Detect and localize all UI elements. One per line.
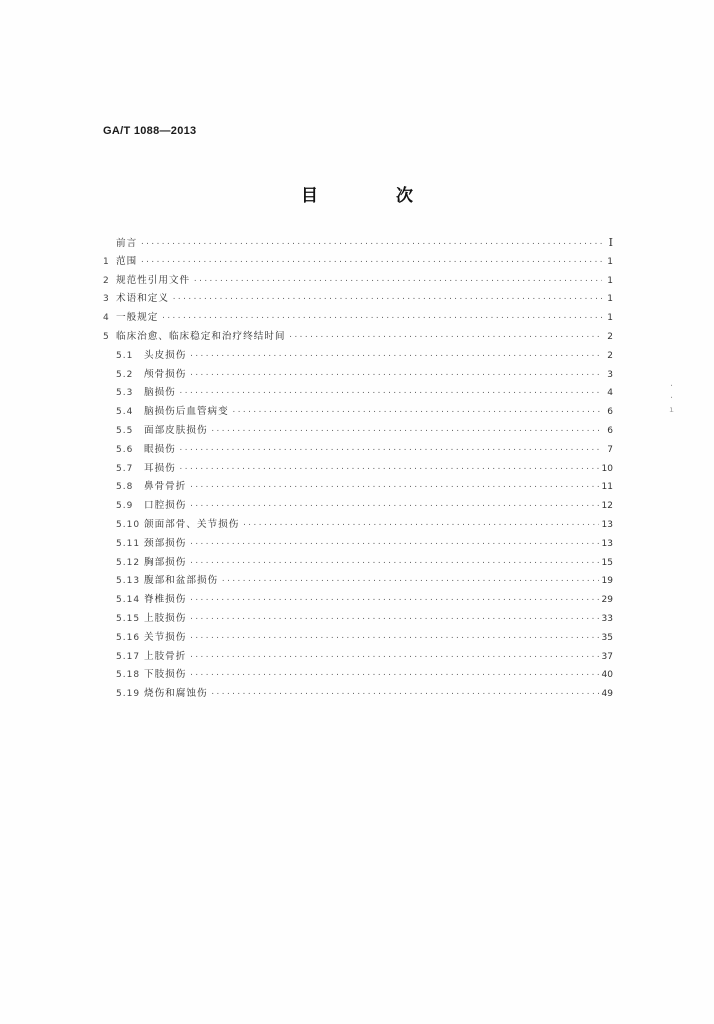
- toc-leader-dots: [189, 554, 598, 573]
- toc-entry[interactable]: [103, 648, 613, 667]
- toc-leader-dots: [140, 235, 602, 254]
- toc-entry[interactable]: [103, 516, 613, 535]
- toc-entry-number: 5.7: [116, 463, 134, 474]
- toc-entry-label: 一般规定: [116, 312, 159, 324]
- toc-entry-number: 5.8: [116, 482, 134, 493]
- toc-entry-number: 5.19: [116, 689, 141, 700]
- toc-entry-page: 1: [607, 275, 613, 286]
- toc-entry-number: 2: [103, 275, 109, 286]
- toc-entry[interactable]: [103, 422, 613, 441]
- toc-entry-page: 19: [601, 576, 613, 587]
- toc-leader-dots: [189, 478, 598, 497]
- toc-leader-dots: [221, 572, 598, 591]
- toc-entry-label: 腹部和盆部损伤: [144, 575, 219, 587]
- toc-entry-page: 6: [607, 407, 613, 418]
- toc-entry-label: 上肢损伤: [144, 612, 187, 624]
- toc-entry[interactable]: [103, 347, 613, 366]
- toc-entry-number: 5.16: [116, 632, 141, 643]
- toc-entry-page: 1: [607, 256, 613, 267]
- toc-entry[interactable]: [103, 384, 613, 403]
- toc-leader-dots: [179, 460, 599, 479]
- toc-leader-dots: [189, 591, 598, 610]
- toc-entry-number: 5.6: [116, 444, 134, 455]
- toc-leader-dots: [179, 384, 602, 403]
- toc-entry-page: 3: [607, 369, 613, 380]
- toc-entry-number: 3: [103, 294, 109, 305]
- toc-entry[interactable]: [103, 253, 613, 272]
- toc-entry-label: 烧伤和腐蚀伤: [144, 688, 208, 700]
- toc-entry-number: 5.5: [116, 425, 134, 436]
- toc-entry-label: 关节损伤: [144, 631, 187, 643]
- toc-leader-dots: [189, 347, 602, 366]
- toc-entry-label: 临床治愈、临床稳定和治疗终结时间: [116, 330, 286, 342]
- toc-entry-page: 2: [607, 350, 613, 361]
- toc-entry-label: 耳损伤: [144, 462, 176, 474]
- toc-entry-page: 7: [607, 444, 613, 455]
- toc-entry-page: 15: [601, 557, 613, 568]
- toc-entry-label: 颌面部骨、关节损伤: [144, 518, 240, 530]
- toc-leader-dots: [189, 666, 598, 685]
- toc-leader-dots: [289, 328, 603, 347]
- toc-entry[interactable]: [103, 328, 613, 347]
- toc-entry-label: 脑损伤后血管病变: [144, 406, 229, 418]
- toc-entry-label: 规范性引用文件: [116, 274, 191, 286]
- toc-entry-number: 5.17: [116, 651, 141, 662]
- page-title: 目 次: [301, 186, 449, 206]
- toc-leader-dots: [189, 366, 602, 385]
- toc-entry-label: 颈部损伤: [144, 537, 187, 549]
- toc-entry-page: 1: [607, 313, 613, 324]
- toc-entry-label: 上肢骨折: [144, 650, 187, 662]
- toc-leader-dots: [140, 253, 602, 272]
- toc-entry[interactable]: [103, 460, 613, 479]
- toc-entry[interactable]: [103, 535, 613, 554]
- toc-entry-label: 眼损伤: [144, 443, 176, 455]
- toc-entry-page: 10: [601, 463, 613, 474]
- toc-entry-number: 5.1: [116, 350, 134, 361]
- toc-leader-dots: [211, 422, 602, 441]
- toc-entry-page: 4: [607, 388, 613, 399]
- toc-leader-dots: [179, 441, 602, 460]
- toc-entry-number: 4: [103, 313, 109, 324]
- toc-entry[interactable]: [103, 478, 613, 497]
- toc-entry-label: 颅骨损伤: [144, 368, 187, 380]
- toc-entry[interactable]: [103, 234, 613, 253]
- toc-entry-label: 口腔损伤: [144, 500, 187, 512]
- toc-entry-number: 5.12: [116, 557, 141, 568]
- toc-entry-label: 胸部损伤: [144, 556, 187, 568]
- toc-entry-page: 49: [601, 689, 613, 700]
- toc-entry-number: 5.10: [116, 519, 141, 530]
- toc-entry-label: 脑损伤: [144, 387, 176, 399]
- toc-leader-dots: [193, 272, 602, 291]
- toc-entry-number: 5.14: [116, 595, 141, 606]
- toc-entry[interactable]: [103, 272, 613, 291]
- toc-entry[interactable]: [103, 441, 613, 460]
- toc-entry-number: 5.3: [116, 388, 134, 399]
- toc-entry-page: 2: [607, 331, 613, 342]
- toc-leader-dots: [189, 629, 598, 648]
- toc-entry-page: 13: [601, 519, 613, 530]
- toc-entry[interactable]: [103, 554, 613, 573]
- toc-entry[interactable]: [103, 685, 613, 704]
- toc-entry-page: 6: [607, 425, 613, 436]
- toc-entry-page: Ⅰ: [608, 236, 613, 249]
- toc-entry-label: 面部皮肤损伤: [144, 424, 208, 436]
- toc-entry-page: 1: [607, 294, 613, 305]
- toc-entry-number: 5.18: [116, 670, 141, 681]
- toc-entry-number: 1: [103, 256, 109, 267]
- toc-entry-number: 5: [103, 331, 109, 342]
- toc-entry-label: 术语和定义: [116, 293, 169, 305]
- toc-entry-number: 5.11: [116, 538, 141, 549]
- toc-entry[interactable]: [103, 572, 613, 591]
- toc-entry-label: 鼻骨骨折: [144, 481, 187, 493]
- toc-entry[interactable]: [103, 290, 613, 309]
- toc-leader-dots: [189, 497, 598, 516]
- toc-entry-number: 5.9: [116, 501, 134, 512]
- toc-leader-dots: [161, 309, 602, 328]
- toc-leader-dots: [242, 516, 598, 535]
- toc-entry[interactable]: [103, 497, 613, 516]
- toc-leader-dots: [189, 648, 598, 667]
- toc-entry[interactable]: [103, 591, 613, 610]
- toc-entry-label: 脊椎损伤: [144, 594, 187, 606]
- toc-leader-dots: [189, 610, 598, 629]
- toc-list: [103, 234, 613, 704]
- toc-leader-dots: [189, 535, 598, 554]
- toc-entry-page: 35: [601, 632, 613, 643]
- toc-leader-dots: [232, 403, 602, 422]
- toc-entry-label: 范围: [116, 255, 138, 267]
- toc-entry-label: 下肢损伤: [144, 669, 187, 681]
- toc-entry-page: 11: [601, 482, 613, 493]
- toc-entry-number: 5.13: [116, 576, 141, 587]
- toc-entry[interactable]: [103, 403, 613, 422]
- toc-entry[interactable]: [103, 309, 613, 328]
- toc-entry-page: 33: [601, 613, 613, 624]
- toc-entry[interactable]: [103, 666, 613, 685]
- toc-entry-page: 12: [601, 501, 613, 512]
- toc-leader-dots: [211, 685, 599, 704]
- toc-entry-label: 前言: [116, 238, 138, 249]
- toc-entry-label: 头皮损伤: [144, 349, 187, 361]
- toc-entry-page: 40: [601, 670, 613, 681]
- toc-entry-number: 5.15: [116, 613, 141, 624]
- toc-leader-dots: [172, 290, 602, 309]
- scan-specks: · · ı: [669, 381, 674, 414]
- toc-entry-number: 5.4: [116, 407, 134, 418]
- toc-entry-page: 13: [601, 538, 613, 549]
- toc-entry-page: 37: [601, 651, 613, 662]
- toc-entry-number: 5.2: [116, 369, 134, 380]
- toc-entry[interactable]: [103, 366, 613, 385]
- toc-entry[interactable]: [103, 610, 613, 629]
- document-code: GA/T 1088—2013: [103, 125, 197, 137]
- toc-entry[interactable]: [103, 629, 613, 648]
- toc-entry-page: 29: [601, 595, 613, 606]
